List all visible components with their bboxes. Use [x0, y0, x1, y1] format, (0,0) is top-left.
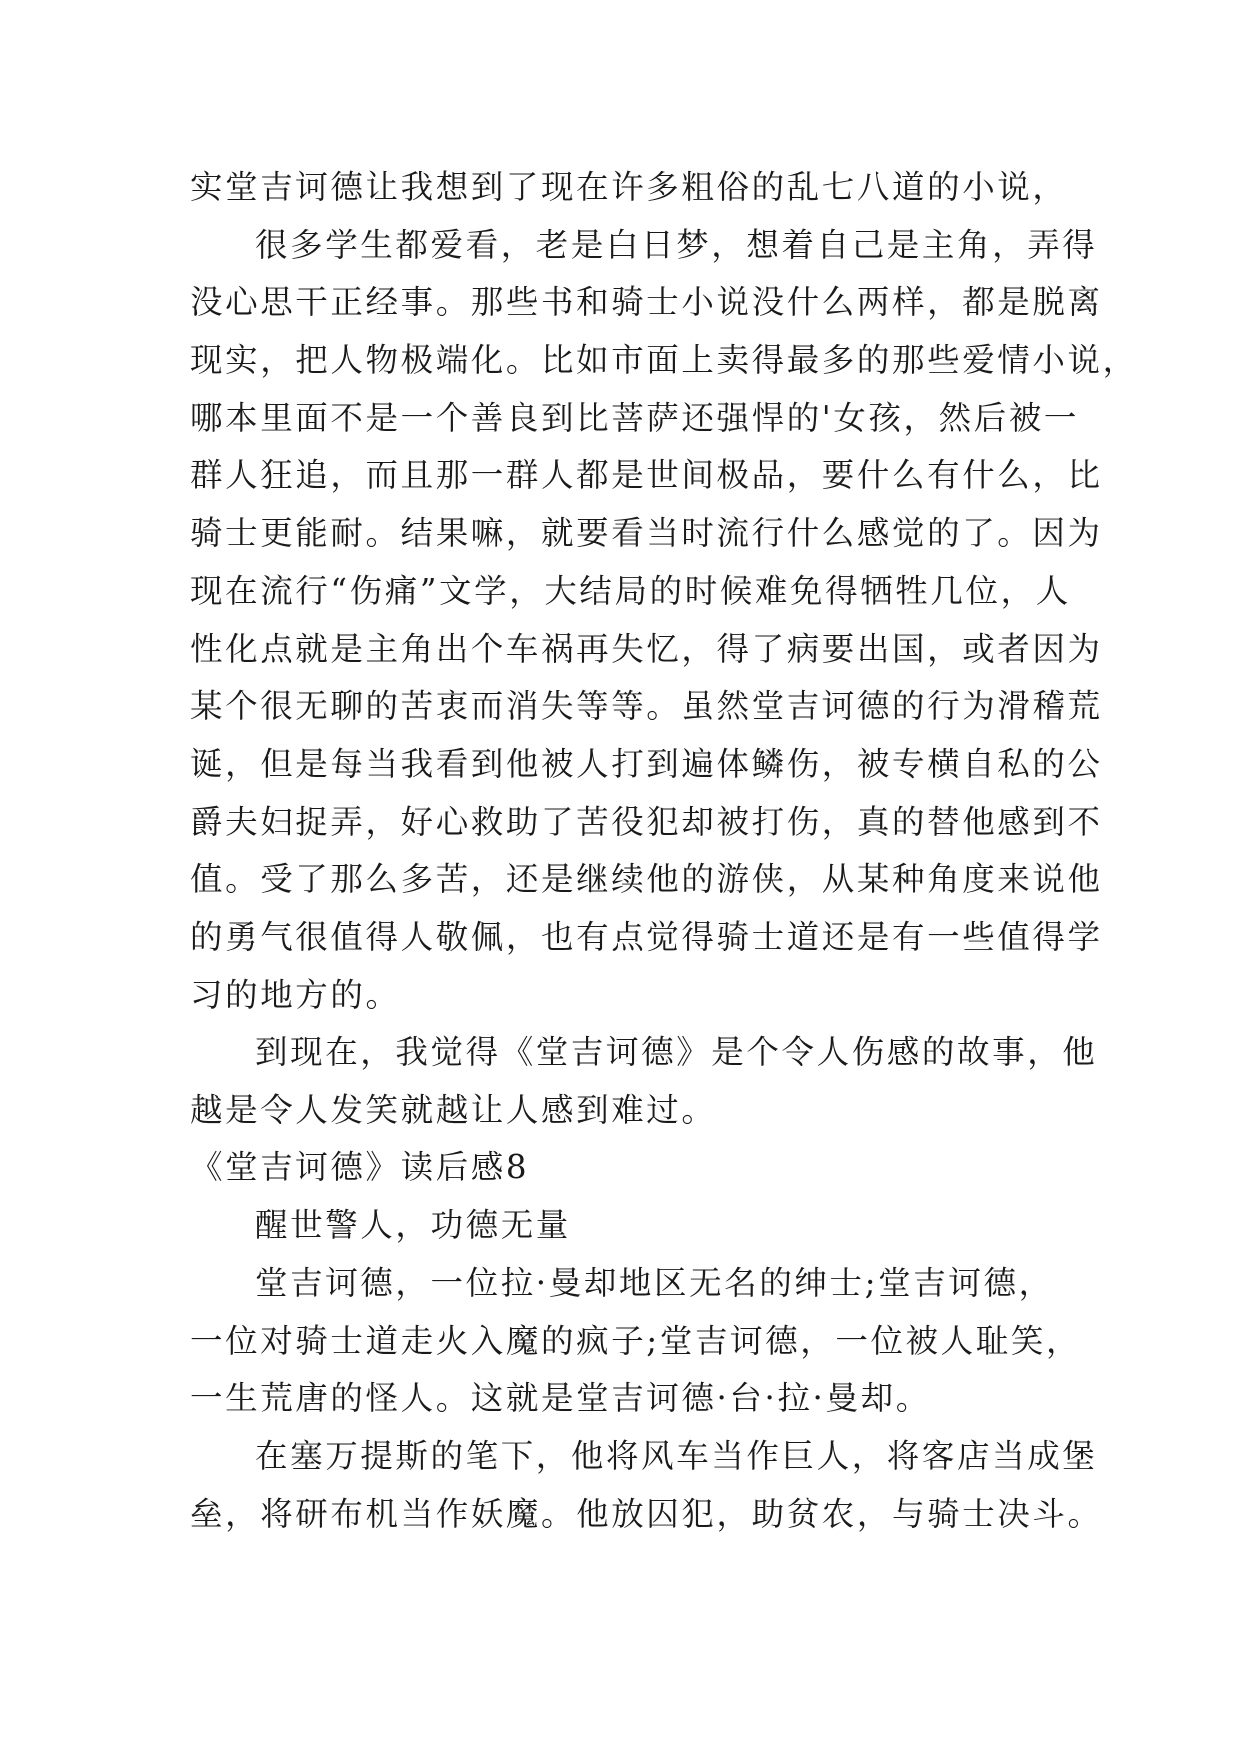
paragraph-first-line: 堂吉诃德，一位拉·曼却地区无名的绅士;堂吉诃德， [255, 1264, 1054, 1302]
text-line: 性化点就是主角出个车祸再失忆，得了病要出国，或者因为 [190, 630, 1103, 668]
section-heading: 《堂吉诃德》读后感8 [190, 1148, 530, 1186]
text-line: 实堂吉诃德让我想到了现在许多粗俗的乱七八道的小说， [190, 168, 1068, 206]
text-line: 现在流行“伤痛”文学，大结局的时候难免得牺牲几位，人 [190, 572, 1071, 610]
text-line: 习的地方的。 [190, 976, 401, 1014]
text-line: 诞，但是每当我看到他被人打到遍体鳞伤，被专横自私的公 [190, 745, 1103, 783]
paragraph-first-line: 到现在，我觉得《堂吉诃德》是个令人伤感的故事，他 [255, 1033, 1098, 1071]
text-line: 现实，把人物极端化。比如市面上卖得最多的那些爱情小说， [190, 341, 1138, 379]
text-line: 哪本里面不是一个善良到比菩萨还强悍的'女孩，然后被一 [190, 399, 1080, 437]
text-line: 值。受了那么多苦，还是继续他的游侠，从某种角度来说他 [190, 860, 1103, 898]
paragraph-first-line: 在塞万提斯的笔下，他将风车当作巨人，将客店当成堡 [255, 1437, 1098, 1475]
paragraph-first-line: 很多学生都爱看，老是白日梦，想着自己是主角，弄得 [255, 226, 1098, 264]
text-line: 的勇气很值得人敬佩，也有点觉得骑士道还是有一些值得学 [190, 918, 1103, 956]
text-line: 某个很无聊的苦衷而消失等等。虽然堂吉诃德的行为滑稽荒 [190, 687, 1103, 725]
text-line: 一位对骑士道走火入魔的疯子;堂吉诃德，一位被人耻笑， [190, 1322, 1082, 1360]
subtitle-line: 醒世警人，功德无量 [255, 1206, 571, 1244]
text-line: 垒，将研布机当作妖魔。他放囚犯，助贫农，与骑士决斗。 [190, 1495, 1103, 1533]
text-line: 没心思干正经事。那些书和骑士小说没什么两样，都是脱离 [190, 283, 1103, 321]
text-line: 一生荒唐的怪人。这就是堂吉诃德·台·拉·曼却。 [190, 1379, 931, 1417]
text-line: 群人狂追，而且那一群人都是世间极品，要什么有什么，比 [190, 456, 1103, 494]
text-line: 越是令人发笑就越让人感到难过。 [190, 1091, 717, 1129]
text-line: 骑士更能耐。结果嘛，就要看当时流行什么感觉的了。因为 [190, 514, 1103, 552]
text-line: 爵夫妇捉弄，好心救助了苦役犯却被打伤，真的替他感到不 [190, 803, 1103, 841]
